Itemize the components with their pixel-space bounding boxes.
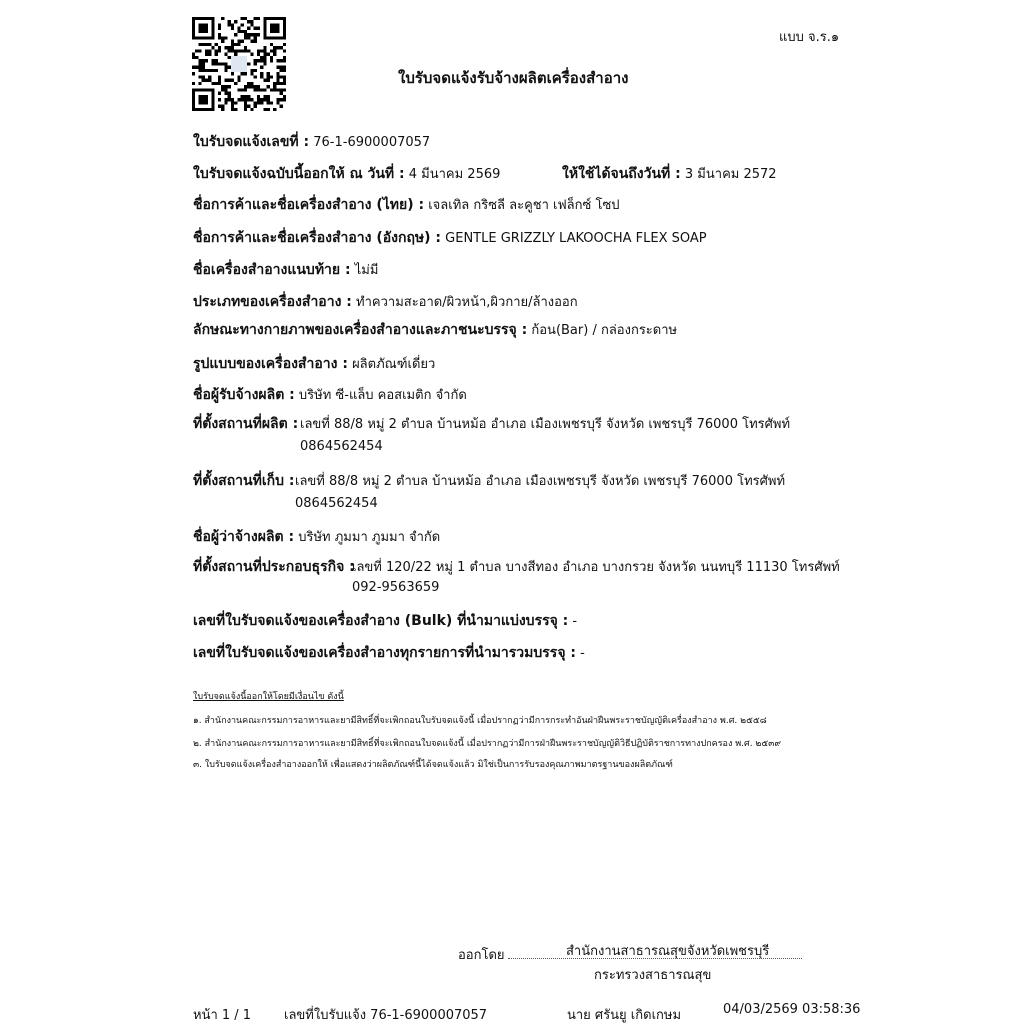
- physical-value: ก้อน(Bar) / กล่องกระดาษ: [531, 323, 678, 338]
- name-en-label: ชื่อการค้าและชื่อเครื่องสำอาง (อังกฤษ) :: [193, 230, 442, 246]
- store-addr-row: [193, 470, 294, 492]
- condition-item-3: ๓. ใบรับจดแจ้งเครื่องสำอางออกให้ เพื่อแสดงว่าผลิตภัณฑ์นี้ได้จดแจ้งแล้ว มิใช่เป็นการรับรองคุณภาพมาตรฐานของผลิตภัณฑ์: [193, 760, 673, 770]
- business-addr-label: ที่ตั้งสถานที่ประกอบธุรกิจ :: [193, 559, 355, 575]
- business-addr-row: [193, 556, 355, 578]
- footer-ref: เลขที่ใบรับแจ้ง 76-1-6900007057: [284, 1008, 488, 1023]
- physical-row: [193, 319, 677, 341]
- name-th-value: เจลเทิล กริซลี ละคูชา เฟล็กซ์ โซป: [428, 198, 620, 213]
- physical-label: ลักษณะทางกายภาพของเครื่องสำอางและภาชนะบรรจุ :: [193, 322, 528, 338]
- mfg-addr-label: ที่ตั้งสถานที่ผลิต :: [193, 416, 299, 432]
- mfg-addr-row: [193, 413, 298, 435]
- issue-date-label: ใบรับจดแจ้งฉบับนี้ออกให้ ณ วันที่ :: [193, 166, 405, 182]
- name-th-row: [193, 194, 620, 216]
- store-addr-line1: เลขที่ 88/8 หมู่ 2 ตำบล บ้านหม้อ อำเภอ เมืองเพชรบุรี จังหวัด เพชรบุรี 76000 โทรศัพท์: [295, 474, 786, 489]
- type-row: [193, 291, 578, 313]
- bulk-label: เลขที่ใบรับจดแจ้งของเครื่องสำอาง (Bulk) ที่นำมาแบ่งบรรจุ :: [193, 613, 569, 629]
- issuer-office: สำนักงานสาธารณสุขจังหวัดเพชรบุรี: [566, 944, 770, 959]
- document-title: ใบรับจดแจ้งรับจ้างผลิตเครื่องสำอาง: [398, 69, 629, 87]
- issued-by-label: ออกโดย: [458, 948, 505, 963]
- attached-label: ชื่อเครื่องสำอางแนบท้าย :: [193, 262, 351, 278]
- condition-item-1: ๑. สำนักงานคณะกรรมการอาหารและยามีสิทธิ์ที่จะเพิกถอนใบรับจดแจ้งนี้ เมื่อปรากฏว่ามีการกระทำอันฝ่าฝืนพระราชบัญญัติเครื่องสำอาง พ.ศ. ๒๕๕๘: [193, 716, 767, 726]
- officer-name: นาย ศรันยู เกิดเกษม: [567, 1008, 682, 1023]
- name-en-row: [193, 227, 707, 249]
- format-label: รูปแบบของเครื่องสำอาง :: [193, 356, 348, 372]
- qr-code: [192, 17, 286, 111]
- form-code: แบบ จ.ร.๑: [779, 30, 840, 45]
- conditions-heading: ใบรับจดแจ้งนี้ออกให้โดยมีเงื่อนไข ดังนี้: [193, 692, 344, 702]
- combined-row: [193, 642, 585, 664]
- issue-date-value: 4 มีนาคม 2569: [408, 167, 501, 182]
- combined-value: -: [580, 646, 585, 661]
- notification-no-value: 76-1-6900007057: [313, 135, 431, 150]
- bulk-row: [193, 610, 577, 632]
- issuer-dotted-line: [508, 958, 802, 959]
- print-timestamp: 04/03/2569 03:58:36: [723, 1002, 861, 1017]
- notification-no-row: [193, 131, 430, 153]
- combined-label: เลขที่ใบรับจดแจ้งของเครื่องสำอางทุกรายการที่นำมารวมบรรจุ :: [193, 645, 576, 661]
- type-label: ประเภทของเครื่องสำอาง :: [193, 294, 352, 310]
- employer-label: ชื่อผู้ว่าจ้างผลิต :: [193, 529, 295, 545]
- bulk-value: -: [572, 614, 578, 629]
- attached-row: [193, 259, 378, 281]
- business-addr-line2: 092-9563659: [352, 580, 440, 595]
- name-th-label: ชื่อการค้าและชื่อเครื่องสำอาง (ไทย) :: [193, 197, 425, 213]
- valid-until-label: ให้ใช้ได้จนถึงวันที่ :: [562, 166, 681, 182]
- page-number: หน้า 1 / 1: [193, 1008, 252, 1023]
- manufacturer-row: [193, 384, 467, 406]
- type-value: ทำความสะอาด/ผิวหน้า,ผิวกาย/ล้างออก: [356, 295, 578, 310]
- valid-until-value: 3 มีนาคม 2572: [684, 167, 777, 182]
- store-addr-line2: 0864562454: [295, 496, 378, 511]
- business-addr-line1: เลขที่ 120/22 หมู่ 1 ตำบล บางสีทอง อำเภอ บางกรวย จังหวัด นนทบุรี 11130 โทรศัพท์: [352, 560, 840, 575]
- format-row: [193, 353, 435, 375]
- format-value: ผลิตภัณฑ์เดี่ยว: [352, 357, 436, 372]
- notification-no-label: ใบรับจดแจ้งเลขที่ :: [193, 134, 310, 150]
- valid-until-row: [562, 163, 777, 185]
- employer-value: บริษัท ภูมมา ภูมมา จำกัด: [298, 530, 441, 545]
- mfg-addr-line2: 0864562454: [300, 439, 383, 454]
- mfg-addr-line1: เลขที่ 88/8 หมู่ 2 ตำบล บ้านหม้อ อำเภอ เมืองเพชรบุรี จังหวัด เพชรบุรี 76000 โทรศัพท์: [300, 417, 791, 432]
- name-en-value: GENTLE GRIZZLY LAKOOCHA FLEX SOAP: [445, 231, 707, 246]
- condition-item-2: ๒. สำนักงานคณะกรรมการอาหารและยามีสิทธิ์ที่จะเพิกถอนใบจดแจ้งนี้ เมื่อปรากฏว่ามีการฝ่าฝืนพระราชบัญญัติวิธีปฏิบัติราชการทางปกครอง พ.ศ. ๒๕๓๙: [193, 739, 781, 749]
- manufacturer-label: ชื่อผู้รับจ้างผลิต :: [193, 387, 295, 403]
- attached-value: ไม่มี: [354, 263, 379, 278]
- issue-date-row: [193, 163, 500, 185]
- manufacturer-value: บริษัท ซี-แล็บ คอสเมติก จำกัด: [298, 388, 467, 403]
- issuer-ministry: กระทรวงสาธารณสุข: [594, 968, 712, 983]
- store-addr-label: ที่ตั้งสถานที่เก็บ :: [193, 473, 295, 489]
- employer-row: [193, 526, 440, 548]
